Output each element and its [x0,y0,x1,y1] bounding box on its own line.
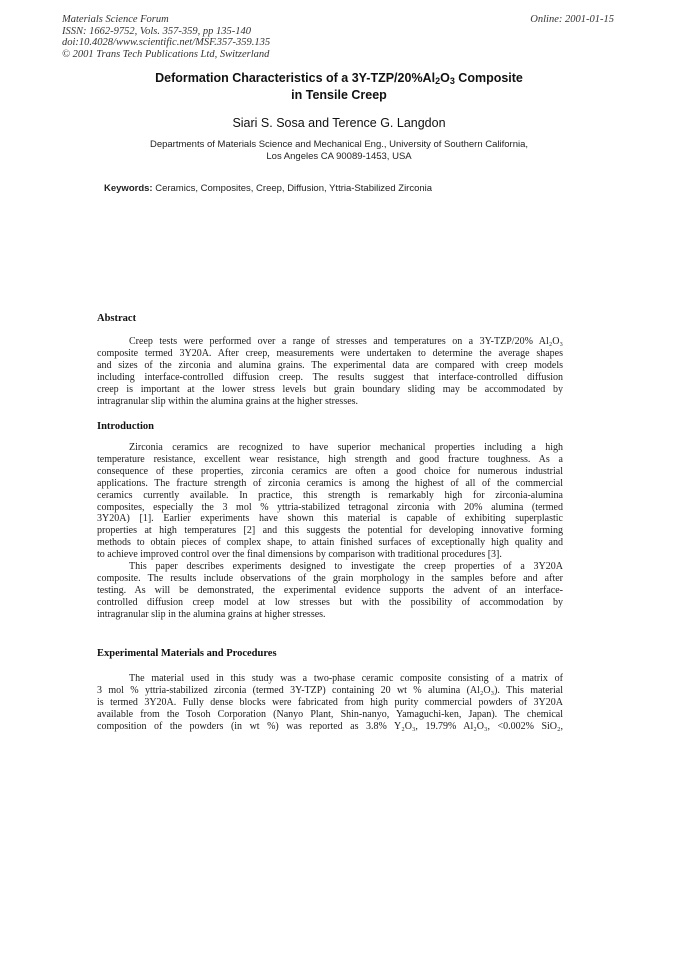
introduction-body [97,442,563,621]
keywords-text: Ceramics, Composites, Creep, Diffusion, Yttria-Stabilized Zirconia [152,183,433,194]
abstract-heading: Abstract [97,313,137,324]
abstract-line: Creep tests were performed over a range of stresses and temperatures on a 3Y-TZP/20% Al₂O₃ [129,336,563,347]
affiliation-line-2: Los Angeles CA 90089-1453, USA [266,151,412,162]
issn-line: ISSN: 1662-9752, Vols. 357-359, pp 135-140 [62,25,251,37]
experimental-body [97,673,563,733]
intro-line: composite. The results include observations of the grain morphology in the samples before and after [97,572,563,584]
abstract-line: intragranular slip within the alumina grains at the higher stresses. [97,395,359,407]
copyright-line: © 2001 Trans Tech Publications Ltd, Switzerland [62,48,270,60]
experimental-line: is termed 3Y20A. Fully dense blocks were fabricated from high purity commercial powders of 3Y20A [97,696,563,708]
intro-line: controlled diffusion creep model at low stresses but with the possibility of accommodation by [97,596,563,608]
abstract-body [97,336,563,407]
authors: Siari S. Sosa and Terence G. Langdon [232,116,446,130]
keywords [104,183,432,194]
abstract-line: composite termed 3Y20A. After creep, measurements were undertaken to determine the average shapes [97,347,563,359]
intro-line: properties at high temperatures [2] and this suggests the potential for developing innovative forming [97,525,563,537]
intro-line: ceramics currently available. In practice, this strength is remarkably high for zirconia-alumina [97,489,563,501]
abstract-line: and sizes of the zirconia and alumina grains. The experimental data are compared with creep models [97,359,563,371]
journal-name: Materials Science Forum [62,14,169,25]
intro-line: testing. As will be demonstrated, the experimental evidence supports the advent of an interface- [97,584,563,596]
title-line-1: Deformation Characteristics of a $3Y-TZP/20\%Al_2O_3$ Composite [155,71,523,86]
affiliation [60,139,618,163]
intro-line: 3Y20A) [1]. Earlier experiments have shown this material is capable of exhibiting superplastic [97,513,563,525]
journal-header [62,14,270,60]
experimental-line: The material used in this study was a two-phase ceramic composite consisting of a matrix of [129,673,563,684]
intro-line: to achieve improved control over the final dimensions by comparison with traditional procedures [3]. [97,549,502,561]
intro-line: consequence of these properties, zirconia ceramics are often a good choice for numerous industrial [97,465,563,477]
experimental-line: available from the Tosoh Corporation (Nanyo Plant, Shin-nanyo, Yamaguchi-ken, Japan). The chemical [97,708,563,720]
experimental-line: composition of the powders (in wt %) was reported as 3.8% Y₂O₃, 19.79% Al₂O₃, <0.002% SiO₂, [97,720,563,732]
keywords-label: Keywords: [104,183,153,194]
intro-line: methods to obtain pieces of complex shape, to attain finished surfaces of exceptionally high quality and [97,537,563,549]
intro-line: temperature resistance, excellent wear resistance, high strength and good fracture toughness. As a [97,453,563,465]
intro-line: applications. The fracture strength of zirconia ceramics is among the highest of all of the commercial [97,477,563,489]
experimental-heading: Experimental Materials and Procedures [97,648,277,659]
intro-line: Zirconia ceramics are recognized to have superior mechanical properties including a high [129,442,563,453]
online-date: Online: 2001-01-15 [530,14,614,25]
intro-line: composites, especially the 3 mol % yttria-stabilized tetragonal zirconia with 20% alumina (termed [97,501,563,513]
abstract-line: including interface-controlled diffusion creep. The results suggest that interface-controlled diffusion [97,371,563,383]
affiliation-line-1: Departments of Materials Science and Mechanical Eng., University of Southern California, [149,139,529,150]
paper-title [60,70,618,104]
abstract-line: creep is important at the lower stress levels but grain boundary sliding may be accommodated by [97,383,563,395]
intro-line: intragranular slip in the alumina grains at higher stresses. [97,608,326,620]
experimental-line: 3 mol % yttria-stabilized zirconia (termed 3Y-TZP) containing 20 wt % alumina (Al₂O₃). This material [97,684,563,696]
intro-line: This paper describes experiments designed to investigate the creep properties of a 3Y20A [129,561,563,573]
doi-link[interactable]: doi:10.4028/www.scientific.net/MSF.357-359.135 [62,37,271,48]
introduction-heading: Introduction [97,421,154,432]
title-line-2: in Tensile Creep [291,88,387,102]
